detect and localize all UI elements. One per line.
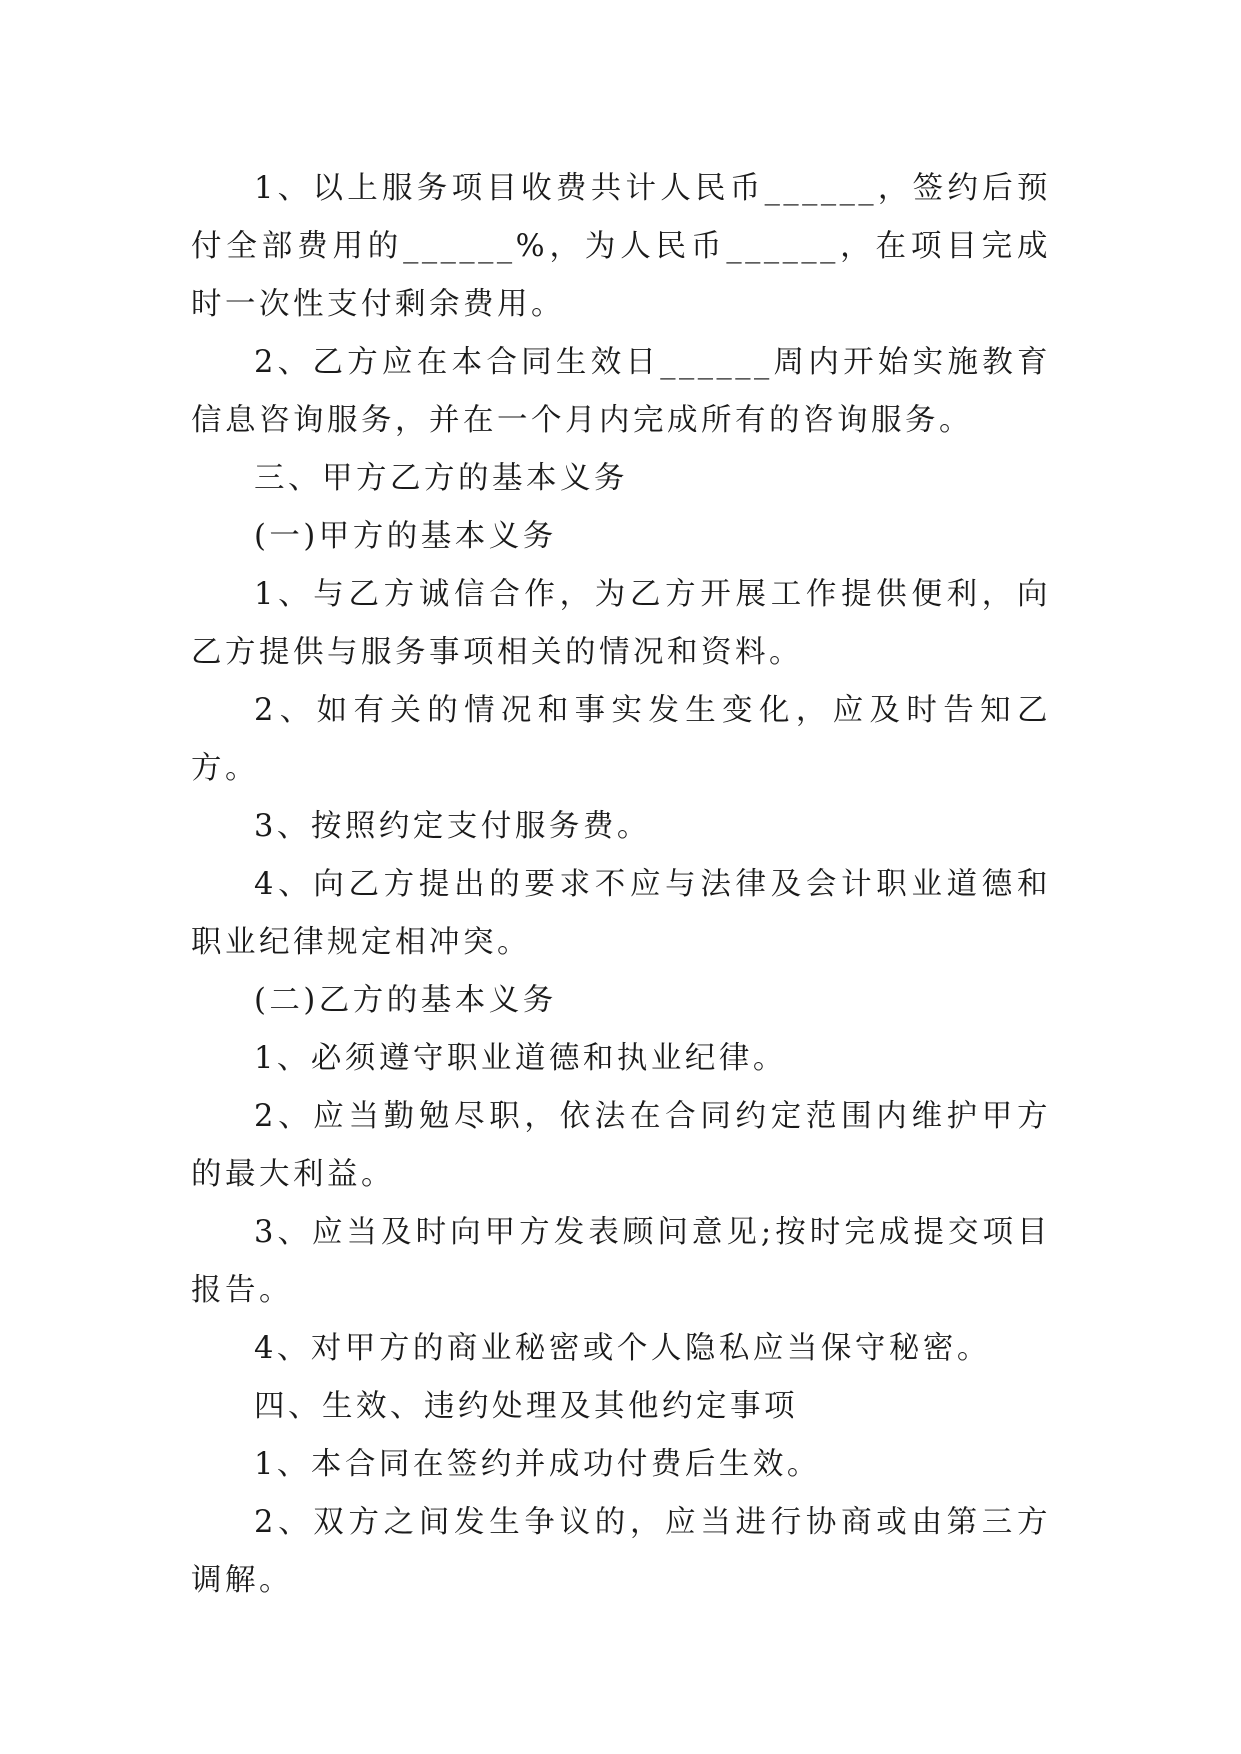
- party-b-duty-4: 4、对甲方的商业秘密或个人隐私应当保守秘密。: [254, 1331, 991, 1366]
- party-a-duty-4: 4、向乙方提出的要求不应与法律及会计职业道德和职业纪律规定相冲突。: [191, 867, 1051, 960]
- payment-clause-1: 1、以上服务项目收费共计人民币______，签约后预付全部费用的______%，为人民币______，在项目完成时一次性支付剩余费用。: [191, 171, 1051, 322]
- party-a-duty-2: 2、如有关的情况和事实发生变化，应及时告知乙方。: [191, 693, 1051, 786]
- subsection-heading-party-b: (二)乙方的基本义务: [254, 983, 557, 1018]
- effect-clause-2: 2、双方之间发生争议的，应当进行协商或由第三方调解。: [191, 1505, 1051, 1598]
- section-heading-3: 三、甲方乙方的基本义务: [254, 461, 628, 496]
- payment-clause-2: 2、乙方应在本合同生效日______周内开始实施教育信息咨询服务，并在一个月内完成所有的咨询服务。: [191, 345, 1051, 438]
- section-heading-4: 四、生效、违约处理及其他约定事项: [254, 1389, 798, 1424]
- party-a-duty-3: 3、按照约定支付服务费。: [254, 809, 651, 844]
- party-a-duty-1: 1、与乙方诚信合作，为乙方开展工作提供便利，向乙方提供与服务事项相关的情况和资料。: [191, 577, 1051, 670]
- subsection-heading-party-a: (一)甲方的基本义务: [254, 519, 557, 554]
- party-b-duty-2: 2、应当勤勉尽职，依法在合同约定范围内维护甲方的最大利益。: [191, 1099, 1051, 1192]
- effect-clause-1: 1、本合同在签约并成功付费后生效。: [254, 1447, 821, 1482]
- party-b-duty-1: 1、必须遵守职业道德和执业纪律。: [254, 1041, 787, 1076]
- party-b-duty-3: 3、应当及时向甲方发表顾问意见;按时完成提交项目报告。: [191, 1215, 1051, 1308]
- document-body: [191, 160, 1051, 1610]
